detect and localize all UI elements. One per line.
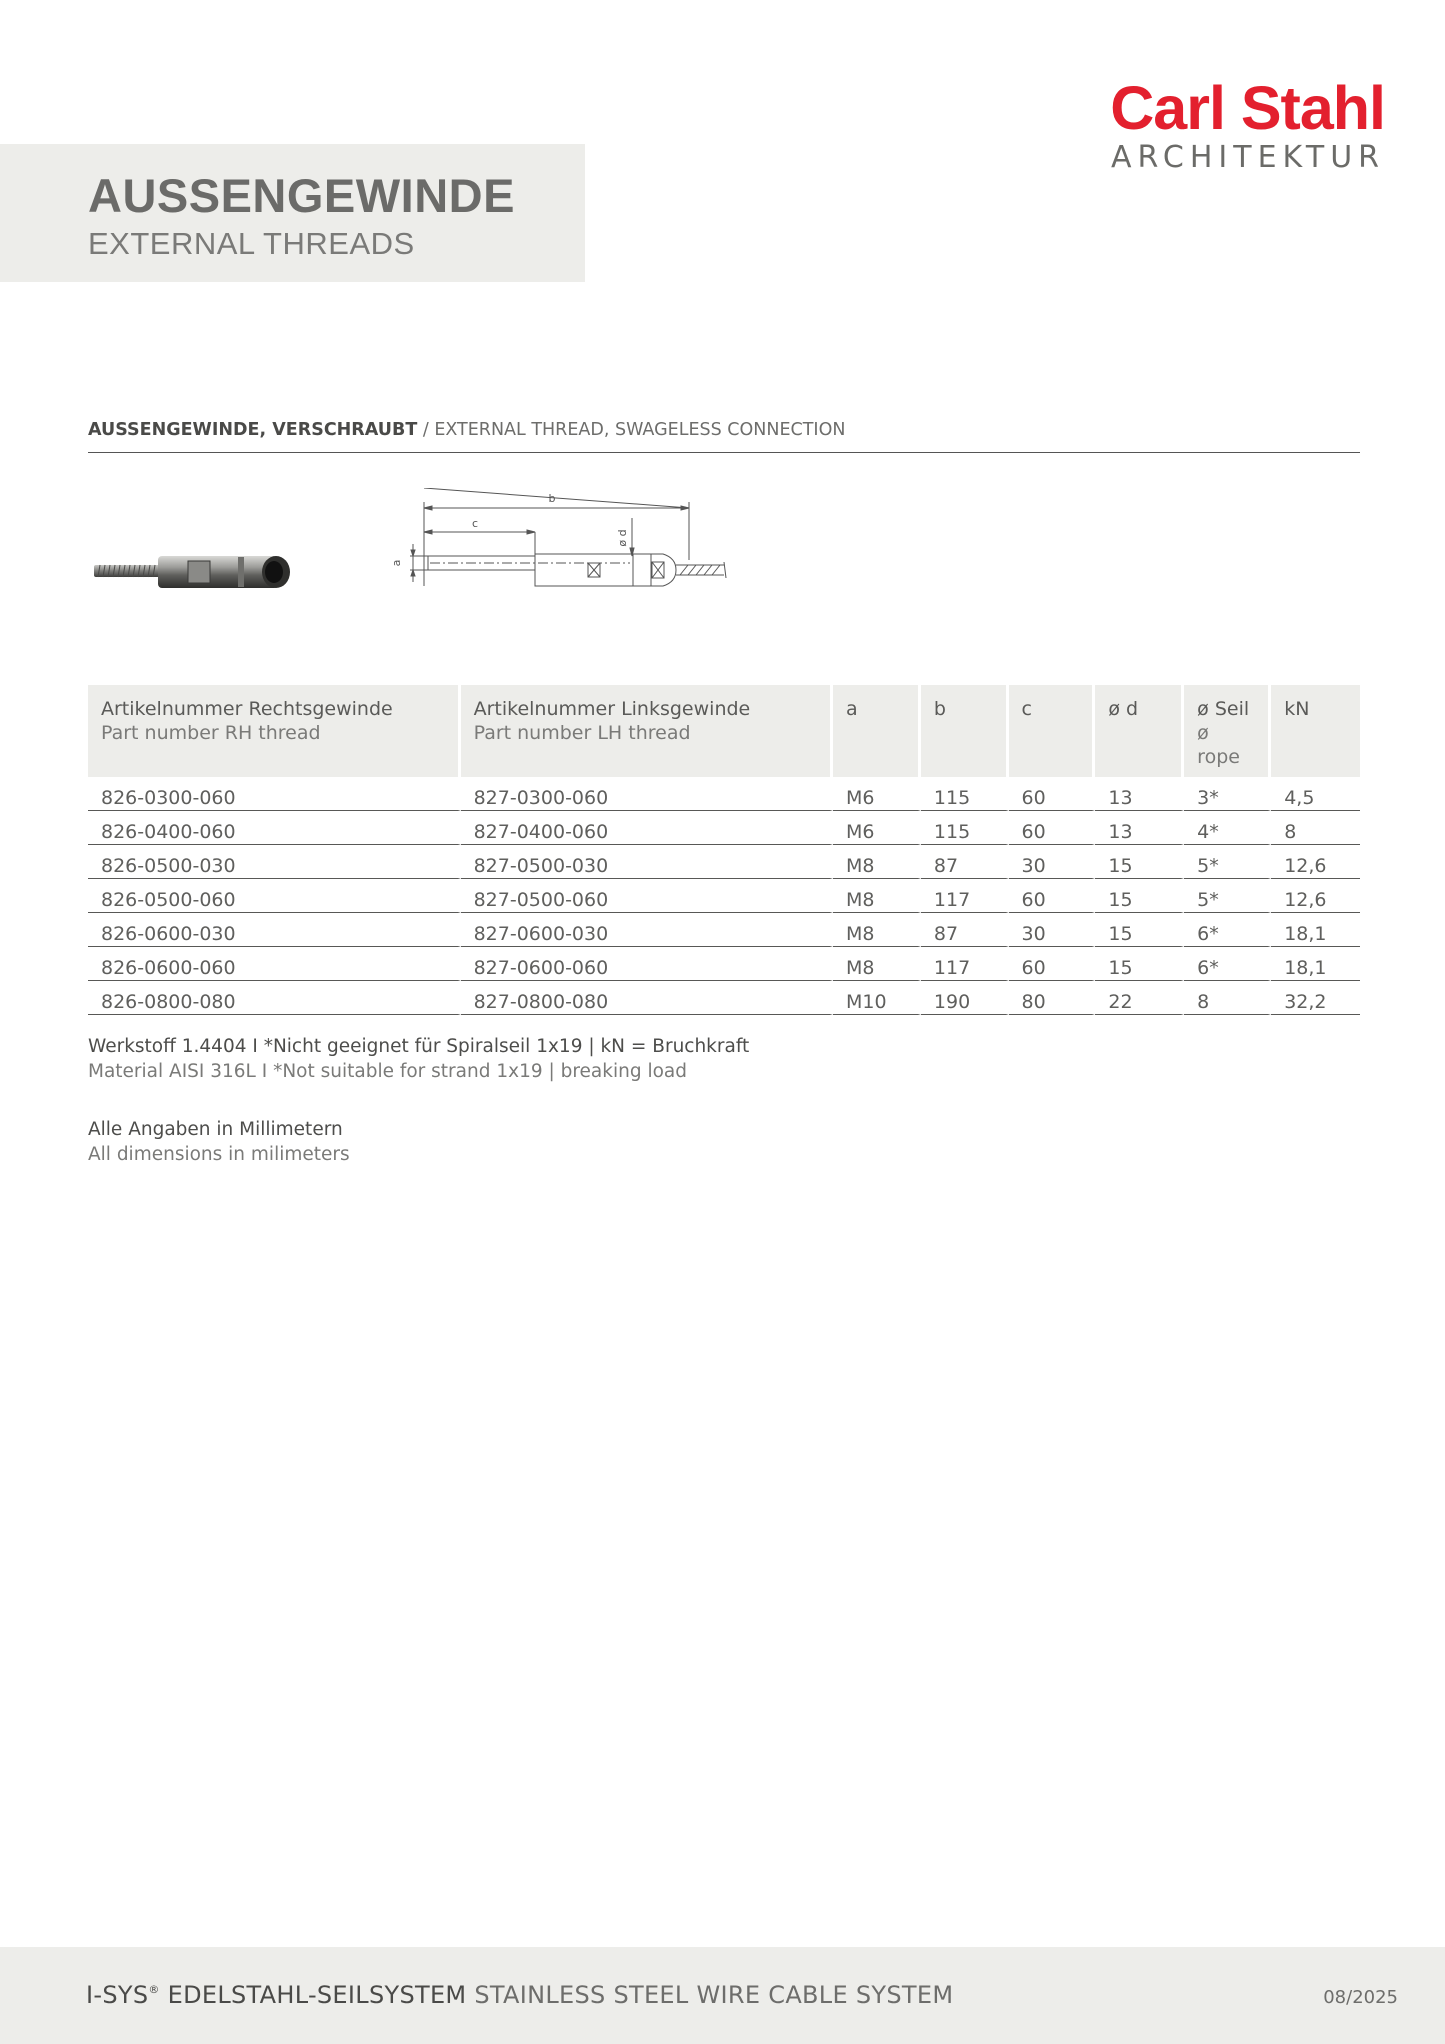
table-cell: 3*	[1184, 777, 1271, 811]
table-cell: 5*	[1184, 845, 1271, 879]
table-cell: 827-0600-060	[461, 947, 833, 981]
column-header: ø d	[1095, 685, 1184, 777]
section-heading-separator: /	[417, 420, 435, 440]
table-cell: 30	[1009, 845, 1096, 879]
table-cell: 826-0800-080	[88, 981, 461, 1015]
technical-drawing	[380, 488, 740, 618]
material-note-en: Material AISI 316L I *Not suitable for strand 1x19 | breaking load	[88, 1061, 688, 1082]
table-cell: 30	[1009, 913, 1096, 947]
table-cell: 826-0600-030	[88, 913, 461, 947]
table-cell: 827-0500-030	[461, 845, 833, 879]
table-cell: 87	[921, 845, 1009, 879]
table-cell: 826-0300-060	[88, 777, 461, 811]
notes	[88, 1034, 749, 1167]
page-footer	[0, 1947, 1445, 2044]
table-cell: 117	[921, 947, 1009, 981]
table-cell: 18,1	[1271, 947, 1360, 981]
dimension-label-a: a	[390, 559, 403, 567]
table-cell: 32,2	[1271, 981, 1360, 1015]
table-row	[88, 947, 1360, 981]
table-cell: 60	[1009, 777, 1096, 811]
table-cell: 60	[1009, 811, 1096, 845]
table-cell: 6*	[1184, 947, 1271, 981]
table-cell: M6	[833, 811, 921, 845]
table-cell: 13	[1095, 811, 1184, 845]
table-row	[88, 811, 1360, 845]
table-cell: M6	[833, 777, 921, 811]
table-cell: 8	[1184, 981, 1271, 1015]
table-cell: 15	[1095, 879, 1184, 913]
table-cell: 827-0300-060	[461, 777, 833, 811]
product-photo	[88, 548, 298, 598]
table-cell: 827-0600-030	[461, 913, 833, 947]
section-heading-de: AUSSENGEWINDE, VERSCHRAUBT	[88, 420, 418, 440]
table-cell: 13	[1095, 777, 1184, 811]
table-row	[88, 913, 1360, 947]
page-subtitle: EXTERNAL THREADS	[88, 226, 415, 261]
table-cell: M8	[833, 947, 921, 981]
table-cell: 827-0500-060	[461, 879, 833, 913]
table-cell: 60	[1009, 947, 1096, 981]
column-header: Artikelnummer Linksgewinde Part number LH thread	[461, 685, 833, 777]
table-cell: 80	[1009, 981, 1096, 1015]
page-title: AUSSENGEWINDE	[88, 169, 515, 222]
table-cell: 117	[921, 879, 1009, 913]
section-heading-en: EXTERNAL THREAD, SWAGELESS CONNECTION	[434, 420, 846, 440]
units-note-de: Alle Angaben in Millimetern	[88, 1119, 343, 1140]
table-cell: M8	[833, 879, 921, 913]
table-cell: 18,1	[1271, 913, 1360, 947]
footer-system: I-SYS	[86, 1981, 149, 2009]
table-cell: 827-0800-080	[461, 981, 833, 1015]
table-row	[88, 981, 1360, 1015]
table-cell: 87	[921, 913, 1009, 947]
table-cell: 60	[1009, 879, 1096, 913]
column-header: b	[921, 685, 1009, 777]
column-header: ø Seil ø rope	[1184, 685, 1271, 777]
brand-logo	[1110, 74, 1385, 175]
footer-date: 08/2025	[1323, 1987, 1398, 2008]
dimension-label-d: ø d	[616, 529, 629, 547]
table-cell: 827-0400-060	[461, 811, 833, 845]
table-cell: 826-0500-060	[88, 879, 461, 913]
brand-division: ARCHITEKTUR	[1111, 140, 1385, 175]
table-cell: 826-0400-060	[88, 811, 461, 845]
title-block	[0, 144, 585, 282]
spec-table	[88, 685, 1360, 1015]
table-row	[88, 777, 1360, 811]
table-cell: 190	[921, 981, 1009, 1015]
footer-title	[86, 1981, 953, 2009]
column-header: kN	[1271, 685, 1360, 777]
table-cell: 15	[1095, 947, 1184, 981]
dimension-label-b: b	[548, 492, 556, 505]
table-cell: 12,6	[1271, 845, 1360, 879]
brand-name: Carl Stahl	[1110, 74, 1385, 142]
footer-title-en: STAINLESS STEEL WIRE CABLE SYSTEM	[466, 1981, 954, 2009]
footer-title-de: EDELSTAHL-SEILSYSTEM	[159, 1981, 467, 2009]
table-cell: 22	[1095, 981, 1184, 1015]
column-header: c	[1009, 685, 1096, 777]
table-cell: 8	[1271, 811, 1360, 845]
column-header: Artikelnummer Rechtsgewinde Part number RH thread	[88, 685, 461, 777]
table-cell: 115	[921, 777, 1009, 811]
footer-registered-mark: ®	[148, 1983, 160, 1996]
table-cell: 4*	[1184, 811, 1271, 845]
table-cell: 115	[921, 811, 1009, 845]
table-cell: M8	[833, 913, 921, 947]
table-row	[88, 879, 1360, 913]
dimension-label-c: c	[471, 517, 479, 530]
material-note-de: Werkstoff 1.4404 I *Nicht geeignet für Spiralseil 1x19 | kN = Bruchkraft	[88, 1036, 750, 1057]
table-cell: 826-0600-060	[88, 947, 461, 981]
units-note-en: All dimensions in milimeters	[88, 1144, 350, 1165]
table-cell: 826-0500-030	[88, 845, 461, 879]
table-cell: M8	[833, 845, 921, 879]
table-header-row	[88, 685, 1360, 777]
table-cell: 15	[1095, 913, 1184, 947]
table-cell: 5*	[1184, 879, 1271, 913]
section-heading	[88, 420, 1360, 453]
table-cell: 6*	[1184, 913, 1271, 947]
table-cell: 4,5	[1271, 777, 1360, 811]
table-row	[88, 845, 1360, 879]
table-cell: 15	[1095, 845, 1184, 879]
column-header: a	[833, 685, 921, 777]
table-cell: 12,6	[1271, 879, 1360, 913]
table-cell: M10	[833, 981, 921, 1015]
